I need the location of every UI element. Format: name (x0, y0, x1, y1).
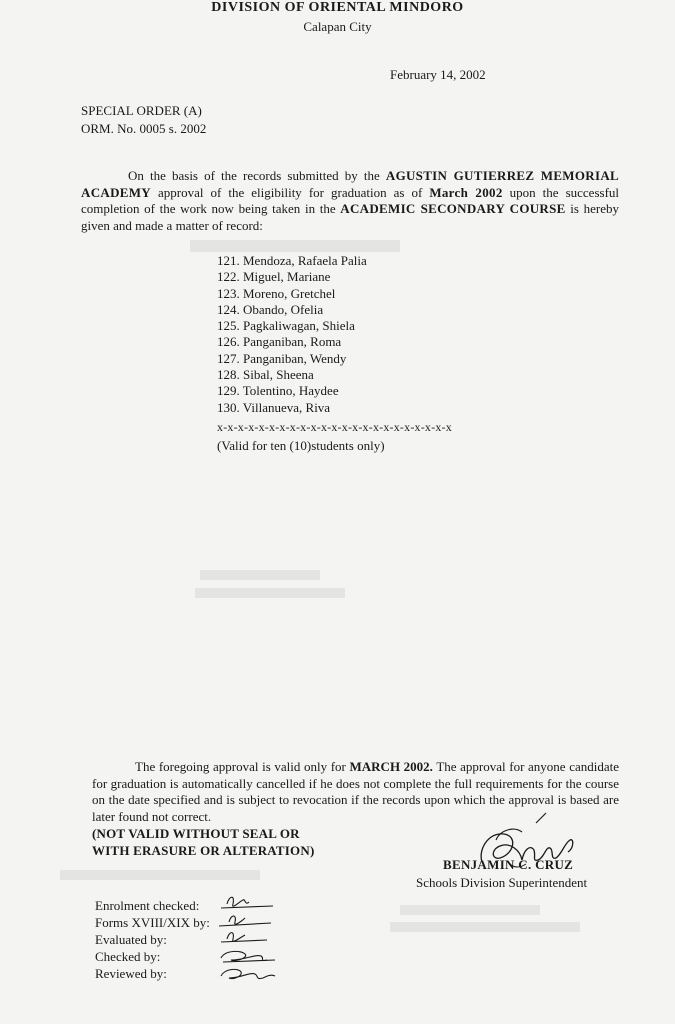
student-entry: 123. Moreno, Gretchel (217, 285, 336, 301)
student-entry: 125. Pagkaliwagan, Shiela (217, 318, 355, 334)
checklist-item: Checked by: (95, 949, 161, 964)
office-city: Calapan City (303, 19, 372, 34)
warning-line-2: WITH ERASURE OR ALTERATION) (92, 843, 315, 858)
initial-checked (221, 951, 275, 962)
order-number: ORM. No. 0005 s. 2002 (81, 121, 207, 136)
student-entry: 128. Sibal, Sheena (217, 367, 314, 383)
checklist-item: Reviewed by: (95, 966, 167, 981)
student-entry: 121. Mendoza, Rafaela Palia (217, 253, 367, 268)
approval-paragraph (81, 168, 619, 234)
signatory-title: Schools Division Superintendent (416, 875, 588, 890)
checklist-item: Enrolment checked: (95, 898, 200, 913)
student-entry: 124. Obando, Ofelia (217, 301, 324, 317)
student-list (217, 253, 367, 416)
valid-for-date: MARCH 2002. (349, 759, 433, 774)
student-entry: 127. Panganiban, Wendy (217, 350, 347, 366)
order-title: SPECIAL ORDER (A) (81, 103, 202, 118)
student-entry: 122. Miguel, Mariane (217, 269, 331, 285)
student-entry: 126. Panganiban, Roma (217, 334, 342, 350)
checklist-item: Forms XVIII/XIX by: (95, 915, 210, 930)
body-text-3: upon the successful completion of the work now being taken in the (81, 184, 620, 216)
office-heading: DIVISION OF ORIENTAL MINDORO (211, 0, 464, 15)
initial-forms (219, 916, 271, 926)
body-text-2: approval of the eligibility for graduation as of (150, 184, 430, 200)
initials-marks (215, 890, 285, 985)
graduation-date: March 2002 (429, 184, 503, 200)
order-date: February 14, 2002 (390, 67, 486, 82)
student-entry: 130. Villanueva, Riva (217, 399, 331, 415)
processing-checklist (95, 897, 210, 982)
initial-evaluated (221, 933, 267, 942)
student-entry: 129. Tolentino, Haydee (217, 383, 339, 399)
closing-text-1: The foregoing approval is valid only for (135, 759, 350, 774)
validity-note: (Valid for ten (10)students only) (217, 438, 385, 453)
body-text-4: is hereby given and made a matter of record: (81, 201, 619, 233)
signatory-name: BENJAMIN C. CRUZ (443, 857, 574, 872)
checklist-item: Evaluated by: (95, 932, 167, 947)
body-text-1: On the basis of the records submitted by the (128, 168, 386, 183)
closing-text-2: The approval for anyone candidate for graduation is automatically cancelled if he does not complete the full requirements for the course on the date specified and is subject to revocation if the records upon which the approval is based are later found not correct. (92, 759, 619, 824)
initial-reviewed (221, 969, 275, 978)
initial-enrolment (221, 897, 273, 908)
school-name: AGUSTIN GUTIERREZ MEMORIAL ACADEMY (81, 168, 619, 200)
course-name: ACADEMIC SECONDARY COURSE (340, 201, 566, 216)
list-terminator: x-x-x-x-x-x-x-x-x-x-x-x-x-x-x-x-x-x-x-x-x-x-x (217, 420, 452, 434)
warning-line-1: (NOT VALID WITHOUT SEAL OR (92, 826, 300, 841)
